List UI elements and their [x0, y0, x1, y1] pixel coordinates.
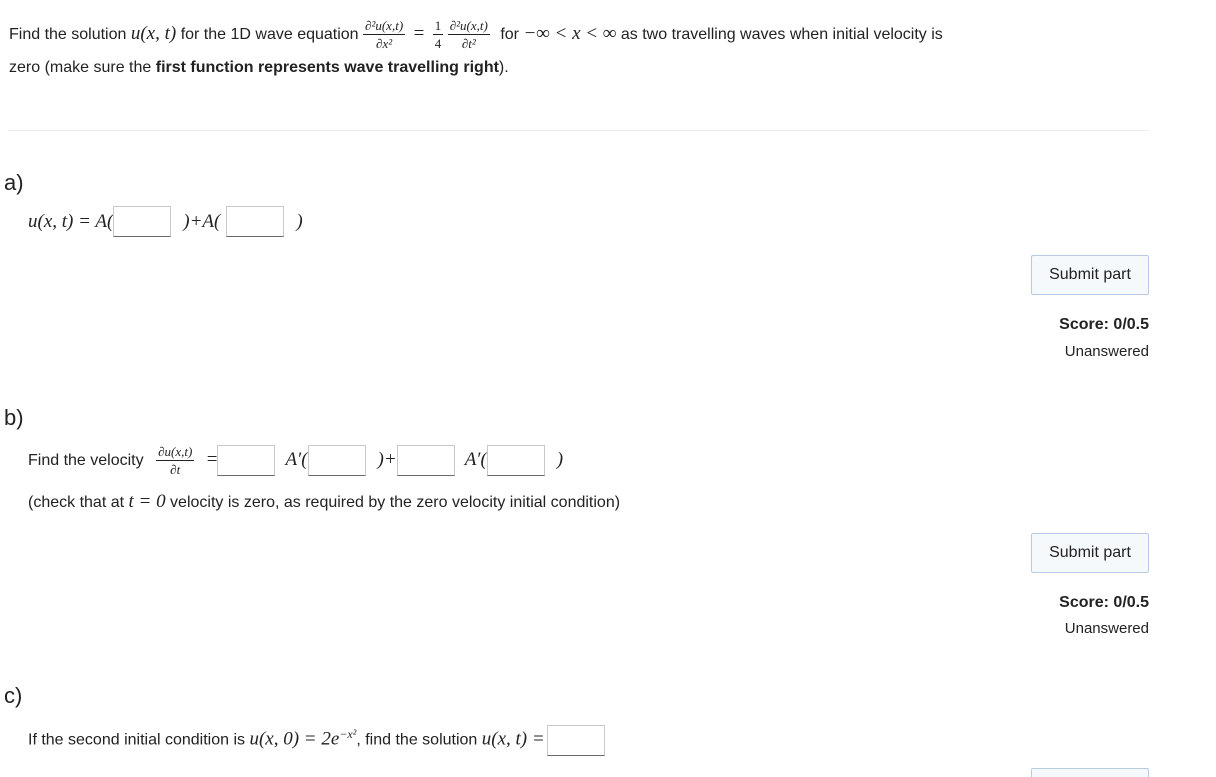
question-for-the: for the 1D wave equation: [180, 26, 359, 43]
part-b-check-end: velocity is zero, as required by the zero velocity initial condition): [165, 494, 621, 511]
part-b-check-math: t = 0: [128, 491, 166, 512]
part-a-arg1-input[interactable]: [113, 206, 171, 237]
wave-eq-equals: =: [413, 23, 425, 44]
part-c-ic-lhs: u(x, 0) = 2e: [249, 728, 340, 750]
part-a-arg2-input[interactable]: [226, 206, 284, 237]
part-b-arg2-input[interactable]: [487, 445, 545, 476]
part-a-close: ): [296, 211, 303, 232]
part-a-equation: [28, 206, 303, 238]
part-a-status: Unanswered: [1064, 343, 1149, 360]
part-b-equation: [28, 442, 563, 479]
velocity-frac-num: ∂u(x,t): [158, 444, 193, 460]
part-b-aprime2: A′(: [464, 449, 487, 470]
wave-eq-coef-num: 1: [434, 18, 442, 34]
question-line2-start: zero (make sure the: [9, 59, 156, 76]
part-a-label: a): [4, 170, 24, 195]
question-text-line1: [9, 18, 943, 51]
question-u-xt: u(x, t): [130, 23, 177, 44]
part-b-status: Unanswered: [1064, 620, 1149, 637]
question-rest-line1: as two travelling waves when initial velocity is: [620, 26, 943, 43]
part-a-lhs: u(x, t) = A(: [28, 211, 114, 232]
question-line2-bold: first function represents wave travelling right: [155, 59, 499, 76]
part-b-plus: )+: [377, 449, 397, 470]
part-b-coef1-input[interactable]: [217, 445, 275, 476]
part-c-submit-button[interactable]: [1031, 768, 1149, 777]
wave-eq-rhs-fraction: [448, 19, 490, 50]
part-b-equals: =: [206, 449, 218, 470]
wave-eq-lhs-fraction: [363, 19, 405, 50]
part-c-label: c): [4, 683, 23, 708]
question-domain: −∞ < x < ∞: [523, 23, 617, 44]
wave-eq-rhs-den: ∂t²: [461, 36, 476, 52]
wave-eq-lhs-num: ∂²u(x,t): [365, 18, 404, 34]
part-b-check-text: [28, 490, 620, 515]
part-b-aprime1: A′(: [285, 449, 308, 470]
part-c-sol-lhs: u(x, t) =: [481, 728, 545, 750]
part-b-score: Score: 0/0.5: [1059, 594, 1149, 611]
part-c-text-start: If the second initial condition is: [28, 731, 250, 749]
velocity-frac-den: ∂t: [170, 462, 181, 478]
question-line2-end: ).: [498, 59, 509, 76]
question-intro: Find the solution: [9, 26, 127, 43]
part-a-mid: )+A(: [183, 211, 221, 232]
part-b-label: b): [4, 405, 24, 430]
wave-eq-coef-den: 4: [434, 36, 442, 52]
part-b-submit-button[interactable]: Submit part: [1031, 533, 1149, 573]
part-b-prefix: Find the velocity: [28, 452, 144, 469]
part-b-arg1-input[interactable]: [308, 445, 366, 476]
part-c-ic-exponent: −x²: [339, 727, 357, 741]
part-b-close: ): [556, 449, 564, 470]
part-b-check-start: (check that at: [28, 494, 129, 511]
velocity-fraction: [156, 445, 194, 476]
wave-eq-lhs-den: ∂x²: [376, 36, 393, 52]
wave-eq-rhs-num: ∂²u(x,t): [449, 18, 488, 34]
question-for-word: for: [500, 26, 519, 43]
part-c-answer-input[interactable]: [547, 725, 605, 756]
part-a-submit-button[interactable]: Submit part: [1031, 255, 1149, 295]
part-c-text-mid: , find the solution: [356, 731, 482, 749]
question-divider: [8, 130, 1149, 131]
part-a-score: Score: 0/0.5: [1059, 316, 1149, 333]
wave-eq-coef-fraction: [433, 19, 444, 50]
part-b-coef2-input[interactable]: [397, 445, 455, 476]
question-text-line2: [9, 57, 509, 79]
part-c-equation: [28, 717, 605, 757]
